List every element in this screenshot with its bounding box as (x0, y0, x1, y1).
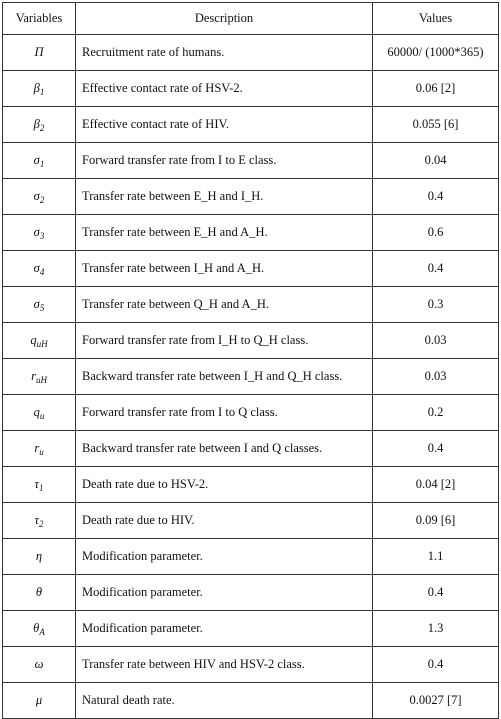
variable-symbol (3, 215, 76, 251)
table-row (3, 107, 499, 143)
variable-value: 0.4 (373, 431, 499, 467)
variable-symbol (3, 647, 76, 683)
symbol-base: β (33, 116, 40, 131)
symbol-subscript: 1 (39, 158, 45, 169)
symbol-subscript: u (39, 446, 44, 457)
symbol-subscript: uH (36, 338, 48, 349)
variable-symbol (3, 251, 76, 287)
variable-description: Backward transfer rate between I and Q classes. (76, 431, 373, 467)
symbol-subscript: uH (35, 374, 47, 385)
parameter-table (2, 2, 499, 719)
table-row (3, 683, 499, 719)
variable-description: Transfer rate between Q_H and A_H. (76, 287, 373, 323)
variable-value: 60000/ (1000*365) (373, 35, 499, 71)
table-row (3, 611, 499, 647)
symbol-subscript: 5 (39, 302, 45, 313)
table-row (3, 71, 499, 107)
table-row (3, 467, 499, 503)
symbol-base: η (35, 549, 43, 563)
variable-symbol (3, 143, 76, 179)
variable-description: Backward transfer rate between I_H and Q_H class. (76, 359, 373, 395)
table-row (3, 323, 499, 359)
table-row (3, 179, 499, 215)
variable-symbol (3, 611, 76, 647)
variable-value: 0.04 (373, 143, 499, 179)
variable-symbol (3, 431, 76, 467)
variable-symbol (3, 575, 76, 611)
symbol-base: r (34, 440, 40, 455)
variable-symbol (3, 395, 76, 431)
variable-description: Natural death rate. (76, 683, 373, 719)
symbol-base: q (30, 332, 37, 347)
table-body (3, 35, 499, 719)
variable-value: 0.06 [2] (373, 71, 499, 107)
table-row (3, 503, 499, 539)
symbol-base: τ (34, 476, 39, 491)
header-values: Values (373, 3, 499, 35)
table-row (3, 215, 499, 251)
table-row (3, 431, 499, 467)
variable-value: 0.4 (373, 575, 499, 611)
symbol-base: τ (34, 512, 39, 527)
variable-description: Recruitment rate of humans. (76, 35, 373, 71)
symbol-base: θ (35, 585, 43, 599)
variable-symbol (3, 503, 76, 539)
header-row (3, 3, 499, 35)
symbol-subscript: A (39, 626, 45, 637)
variable-description: Forward transfer rate from I to Q class. (76, 395, 373, 431)
symbol-base: r (31, 368, 36, 383)
symbol-subscript: 3 (39, 230, 45, 241)
variable-value: 0.055 [6] (373, 107, 499, 143)
variable-description: Transfer rate between I_H and A_H. (76, 251, 373, 287)
variable-symbol (3, 287, 76, 323)
variable-description: Forward transfer rate from I to E class. (76, 143, 373, 179)
symbol-base: Π (34, 45, 44, 59)
symbol-base: θ (33, 620, 40, 635)
variable-description: Modification parameter. (76, 611, 373, 647)
variable-value: 1.3 (373, 611, 499, 647)
variable-value: 0.4 (373, 251, 499, 287)
table-row (3, 539, 499, 575)
table-row (3, 647, 499, 683)
table-row (3, 575, 499, 611)
variable-value: 0.04 [2] (373, 467, 499, 503)
table-row (3, 287, 499, 323)
variable-value: 0.6 (373, 215, 499, 251)
variable-symbol (3, 323, 76, 359)
variable-description: Modification parameter. (76, 539, 373, 575)
variable-value: 0.0027 [7] (373, 683, 499, 719)
variable-value: 0.4 (373, 179, 499, 215)
symbol-base: q (33, 404, 40, 419)
symbol-subscript: 1 (38, 482, 44, 493)
symbol-subscript: 1 (39, 86, 45, 97)
symbol-base: σ (33, 188, 40, 203)
variable-symbol (3, 683, 76, 719)
table-row (3, 359, 499, 395)
variable-value: 0.4 (373, 647, 499, 683)
variable-value: 0.09 [6] (373, 503, 499, 539)
table-row (3, 395, 499, 431)
variable-symbol (3, 107, 76, 143)
table-row (3, 251, 499, 287)
variable-description: Transfer rate between HIV and HSV-2 class. (76, 647, 373, 683)
symbol-base: σ (33, 296, 40, 311)
header-description: Description (76, 3, 373, 35)
symbol-base: σ (33, 260, 40, 275)
variable-value: 0.3 (373, 287, 499, 323)
variable-description: Effective contact rate of HSV-2. (76, 71, 373, 107)
symbol-base: β (33, 80, 40, 95)
table-row (3, 143, 499, 179)
header-variables: Variables (3, 3, 76, 35)
variable-symbol (3, 359, 76, 395)
variable-value: 1.1 (373, 539, 499, 575)
variable-symbol (3, 539, 76, 575)
variable-description: Transfer rate between E_H and I_H. (76, 179, 373, 215)
variable-description: Death rate due to HSV-2. (76, 467, 373, 503)
table-row (3, 35, 499, 71)
variable-value: 0.2 (373, 395, 499, 431)
symbol-subscript: u (39, 410, 45, 421)
variable-value: 0.03 (373, 359, 499, 395)
variable-description: Effective contact rate of HIV. (76, 107, 373, 143)
symbol-subscript: 2 (39, 194, 45, 205)
variable-description: Modification parameter. (76, 575, 373, 611)
symbol-subscript: 2 (38, 518, 44, 529)
variable-symbol (3, 35, 76, 71)
variable-symbol (3, 467, 76, 503)
variable-description: Death rate due to HIV. (76, 503, 373, 539)
variable-symbol (3, 179, 76, 215)
symbol-base: μ (35, 693, 43, 707)
variable-description: Forward transfer rate from I_H to Q_H class. (76, 323, 373, 359)
symbol-subscript: 2 (39, 122, 45, 133)
variable-value: 0.03 (373, 323, 499, 359)
symbol-base: σ (33, 224, 40, 239)
symbol-base: σ (33, 152, 40, 167)
variable-symbol (3, 71, 76, 107)
variable-description: Transfer rate between E_H and A_H. (76, 215, 373, 251)
symbol-base: ω (34, 657, 44, 671)
symbol-subscript: 4 (39, 266, 45, 277)
